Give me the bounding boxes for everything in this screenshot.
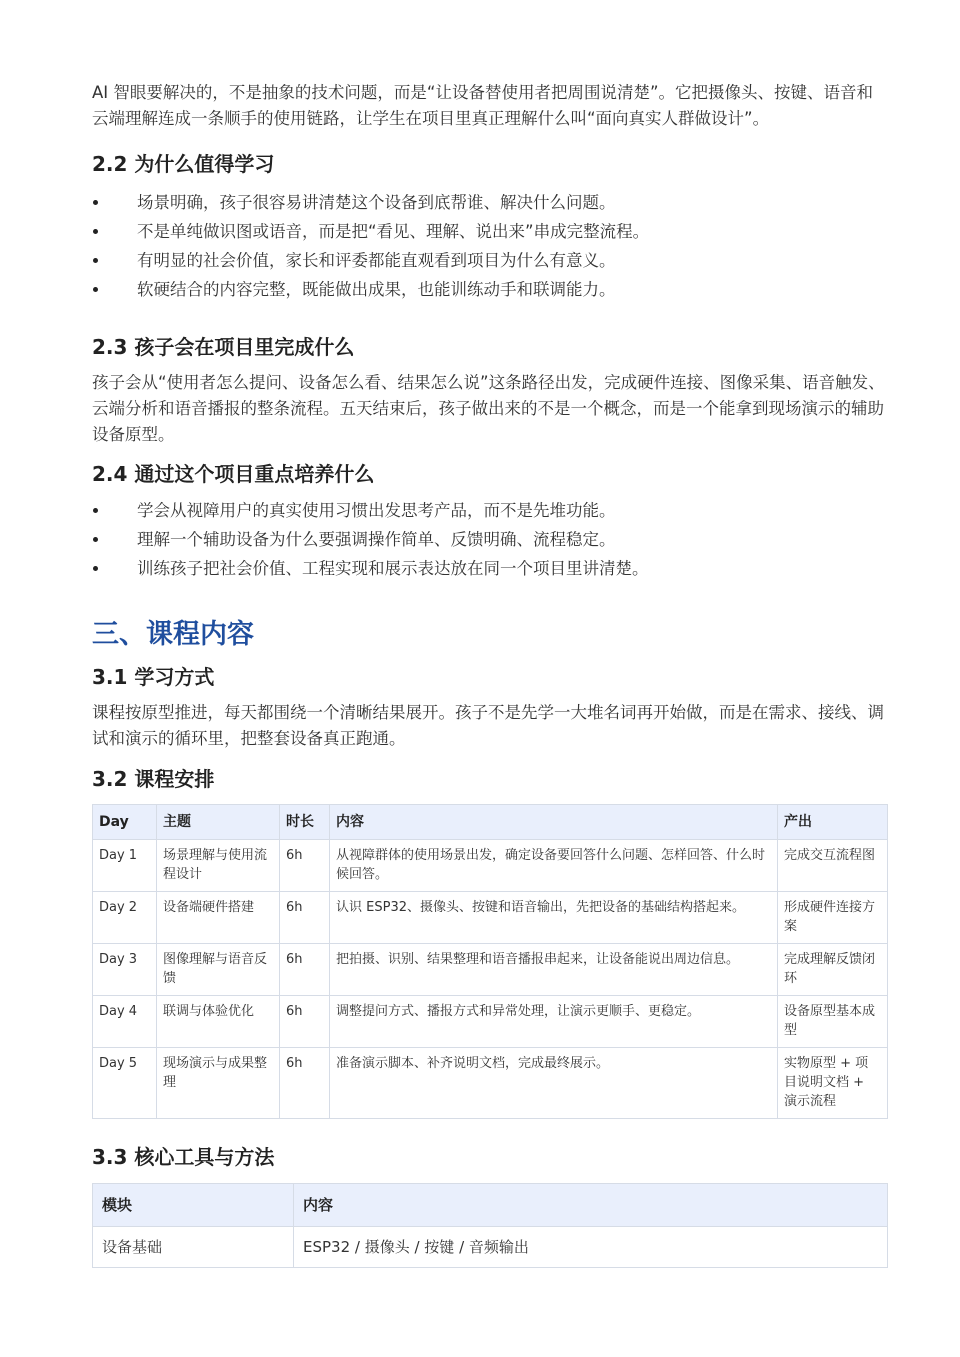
section-2-4-heading: 2.4 通过这个项目重点培养什么: [92, 462, 375, 486]
table-cell: 6h: [280, 944, 330, 996]
table-header-row: [93, 1184, 888, 1227]
bullet-icon: [93, 200, 98, 205]
section-2-2-heading: 2.2 为什么值得学习: [92, 152, 275, 176]
table-cell: 设备原型基本成型: [778, 996, 888, 1048]
list-item: 理解一个辅助设备为什么要强调操作简单、反馈明确、流程稳定。: [92, 525, 887, 554]
section-3-2-heading: 3.2 课程安排: [92, 767, 215, 791]
table-header-row: [93, 805, 888, 840]
list-item: 软硬结合的内容完整，既能做出成果，也能训练动手和联调能力。: [92, 275, 887, 304]
table-cell: Day 3: [93, 944, 157, 996]
table-cell: 从视障群体的使用场景出发，确定设备要回答什么问题、怎样回答、什么时候回答。: [330, 840, 778, 892]
list-item: 有明显的社会价值，家长和评委都能直观看到项目为什么有意义。: [92, 246, 887, 275]
document-content: [92, 80, 887, 1268]
table-cell: Day 4: [93, 996, 157, 1048]
table-row: [93, 1227, 888, 1268]
intro-paragraph: AI 智眼要解决的，不是抽象的技术问题，而是“让设备替使用者把周围说清楚”。它把摄像头、按键、语音和云端理解连成一条顺手的使用链路，让学生在项目里真正理解什么叫“面向真实人群做设计”。: [92, 83, 873, 128]
table-cell: Day 2: [93, 892, 157, 944]
table-cell: 认识 ESP32、摄像头、按键和语音输出，先把设备的基础结构搭起来。: [330, 892, 778, 944]
column-header: 模块: [93, 1184, 294, 1227]
table-cell: 6h: [280, 1048, 330, 1119]
table-cell: 把拍摄、识别、结果整理和语音播报串起来，让设备能说出周边信息。: [330, 944, 778, 996]
column-header: Day: [93, 805, 157, 840]
table-cell: ESP32 / 摄像头 / 按键 / 音频输出: [294, 1227, 888, 1268]
section-2-4-list: [92, 496, 887, 583]
column-header: 内容: [294, 1184, 888, 1227]
section-2-2-list: [92, 188, 887, 304]
table-cell: 6h: [280, 892, 330, 944]
table-cell: 现场演示与成果整理: [157, 1048, 280, 1119]
table-cell: 联调与体验优化: [157, 996, 280, 1048]
table-cell: 设备基础: [93, 1227, 294, 1268]
bullet-icon: [93, 537, 98, 542]
column-header: 内容: [330, 805, 778, 840]
table-cell: 完成交互流程图: [778, 840, 888, 892]
section-3-1-heading: 3.1 学习方式: [92, 665, 215, 689]
bullet-icon: [93, 229, 98, 234]
list-item: 场景明确，孩子很容易讲清楚这个设备到底帮谁、解决什么问题。: [92, 188, 887, 217]
table-cell: 调整提问方式、播报方式和异常处理，让演示更顺手、更稳定。: [330, 996, 778, 1048]
list-item: 训练孩子把社会价值、工程实现和展示表达放在同一个项目里讲清楚。: [92, 554, 887, 583]
table-cell: 设备端硬件搭建: [157, 892, 280, 944]
table-cell: Day 1: [93, 840, 157, 892]
table-row: [93, 944, 888, 996]
column-header: 时长: [280, 805, 330, 840]
table-cell: 实物原型 + 项目说明文档 + 演示流程: [778, 1048, 888, 1119]
table-cell: 图像理解与语音反馈: [157, 944, 280, 996]
list-item: 不是单纯做识图或语音，而是把“看见、理解、说出来”串成完整流程。: [92, 217, 887, 246]
tools-table: [92, 1183, 888, 1268]
column-header: 产出: [778, 805, 888, 840]
section-2-3-heading: 2.3 孩子会在项目里完成什么: [92, 335, 355, 359]
table-row: [93, 892, 888, 944]
table-cell: 形成硬件连接方案: [778, 892, 888, 944]
bullet-icon: [93, 566, 98, 571]
table-row: [93, 996, 888, 1048]
column-header: 主题: [157, 805, 280, 840]
table-cell: 准备演示脚本、补齐说明文档，完成最终展示。: [330, 1048, 778, 1119]
table-row: [93, 840, 888, 892]
section-3-heading: 三、课程内容: [92, 619, 254, 650]
bullet-icon: [93, 287, 98, 292]
table-cell: 完成理解反馈闭环: [778, 944, 888, 996]
table-cell: 6h: [280, 840, 330, 892]
bullet-icon: [93, 258, 98, 263]
section-3-1-paragraph: 课程按原型推进，每天都围绕一个清晰结果展开。孩子不是先学一大堆名词再开始做，而是在需求、接线、调试和演示的循环里，把整套设备真正跑通。: [92, 703, 884, 748]
section-2-3-paragraph: 孩子会从“使用者怎么提问、设备怎么看、结果怎么说”这条路径出发，完成硬件连接、图像采集、语音触发、云端分析和语音播报的整条流程。五天结束后，孩子做出来的不是一个概念，而是一个能拿到现场演示的辅助设备原型。: [92, 373, 885, 444]
table-cell: Day 5: [93, 1048, 157, 1119]
section-3-3-heading: 3.3 核心工具与方法: [92, 1145, 275, 1169]
table-cell: 场景理解与使用流程设计: [157, 840, 280, 892]
schedule-table: [92, 804, 888, 1119]
table-cell: 6h: [280, 996, 330, 1048]
list-item: 学会从视障用户的真实使用习惯出发思考产品，而不是先堆功能。: [92, 496, 887, 525]
bullet-icon: [93, 508, 98, 513]
table-row: [93, 1048, 888, 1119]
